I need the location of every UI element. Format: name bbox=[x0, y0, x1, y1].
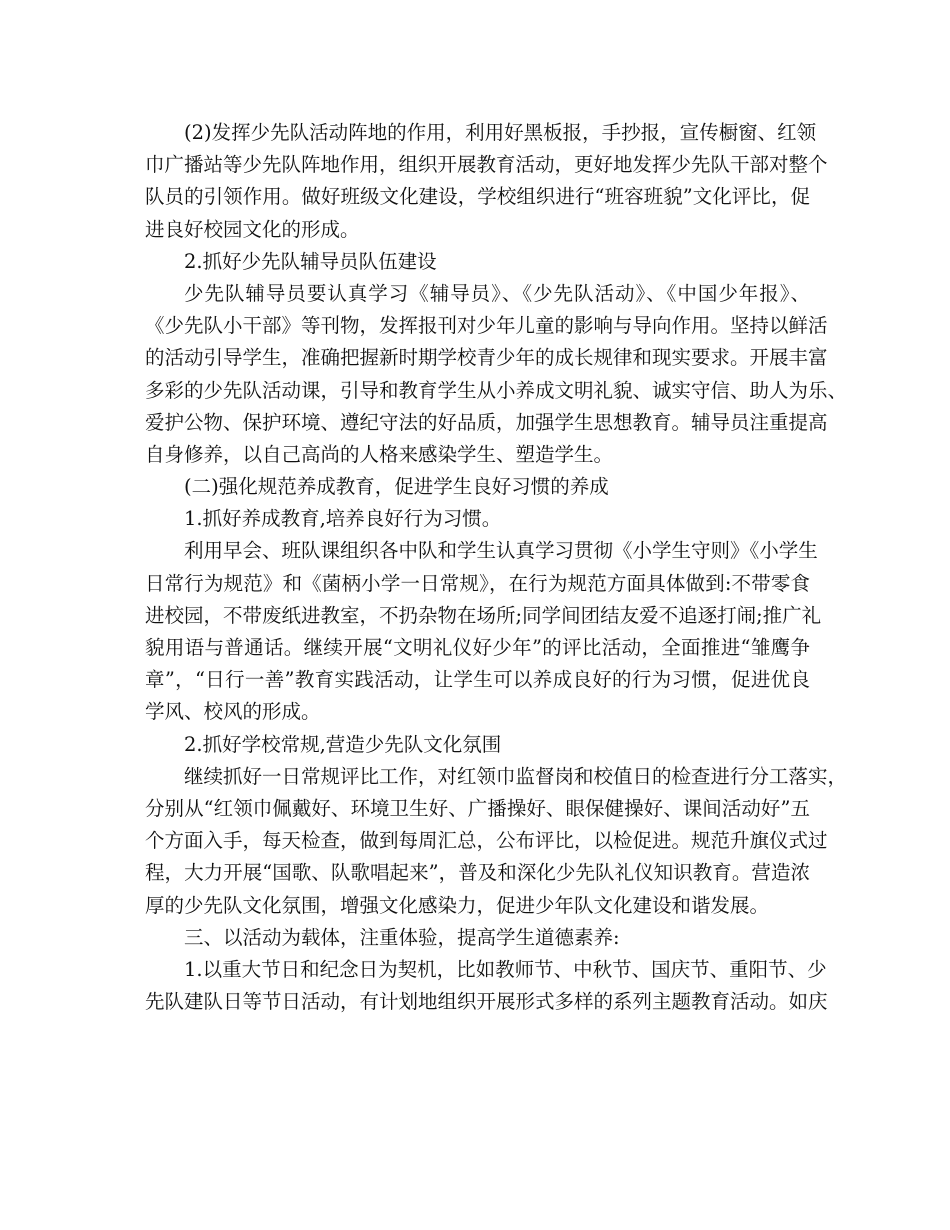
text-line: 巾广播站等少先队阵地作用，组织开展教育活动，更好地发挥少先队干部对整个 bbox=[145, 153, 828, 177]
text-line: 2.抓好少先队辅导员队伍建设 bbox=[184, 249, 437, 273]
text-line: 《少先队小干部》等刊物，发挥报刊对少年儿童的影响与导向作用。坚持以鲜活 bbox=[145, 314, 828, 338]
text-line: 分别从“红领巾佩戴好、环境卫生好、广播操好、眼保健操好、课间活动好”五 bbox=[145, 796, 810, 820]
text-line: 1.抓好养成教育,培养良好行为习惯。 bbox=[184, 507, 502, 531]
text-line: 学风、校风的形成。 bbox=[145, 700, 321, 724]
text-line: 自身修养，以自己高尚的人格来感染学生、塑造学生。 bbox=[145, 442, 614, 466]
text-line: 进良好校园文化的形成。 bbox=[145, 217, 360, 241]
text-line: 2.抓好学校常规,营造少先队文化氛围 bbox=[184, 732, 502, 756]
text-line: 继续抓好一日常规评比工作，对红领巾监督岗和校值日的检查进行分工落实， bbox=[184, 764, 848, 788]
text-line: 日常行为规范》和《菌柄小学一日常规》，在行为规范方面具体做到:不带零食 bbox=[145, 571, 810, 595]
text-line: 三、以活动为载体，注重体验，提高学生道德素养: bbox=[184, 925, 620, 949]
text-line: 爱护公物、保护环境、遵纪守法的好品质，加强学生思想教育。辅导员注重提高 bbox=[145, 410, 828, 434]
text-line: 貌用语与普通话。继续开展“文明礼仪好少年”的评比活动，全面推进“雏鹰争 bbox=[145, 636, 810, 659]
text-line: 先队建队日等节日活动，有计划地组织开展形式多样的系列主题教育活动。如庆 bbox=[145, 990, 828, 1014]
text-line: 个方面入手，每天检查，做到每周汇总，公布评比，以检促进。规范升旗仪式过 bbox=[145, 829, 828, 853]
text-line: (二)强化规范养成教育，促进学生良好习惯的养成 bbox=[184, 475, 609, 499]
text-line: 队员的引领作用。做好班级文化建设，学校组织进行“班容班貌”文化评比，促 bbox=[145, 185, 810, 209]
text-line: 利用早会、班队课组织各中队和学生认真学习贯彻《小学生守则》《小学生 bbox=[184, 539, 818, 563]
text-line: 章”，“日行一善”教育实践活动，让学生可以养成良好的行为习惯，促进优良 bbox=[145, 668, 810, 692]
text-line: 1.以重大节日和纪念日为契机，比如教师节、中秋节、国庆节、重阳节、少 bbox=[184, 957, 827, 981]
text-line: 多彩的少先队活动课，引导和教育学生从小养成文明礼貌、诚实守信、助人为乐、 bbox=[145, 378, 848, 402]
text-line: 少先队辅导员要认真学习《辅导员》、《少先队活动》、《中国少年报》、 bbox=[184, 281, 810, 305]
text-line: 的活动引导学生，准确把握新时期学校青少年的成长规律和现实要求。开展丰富 bbox=[145, 346, 828, 370]
text-line: 进校园，不带废纸进教室，不扔杂物在场所;同学间团结友爱不追逐打闹;推广礼 bbox=[145, 603, 822, 627]
text-line: 厚的少先队文化氛围，增强文化感染力，促进少年队文化建设和谐发展。 bbox=[145, 893, 770, 917]
text-line: (2)发挥少先队活动阵地的作用，利用好黑板报，手抄报，宣传橱窗、红领 bbox=[184, 121, 817, 144]
document-page bbox=[145, 117, 848, 1018]
text-line: 程，大力开展“国歌、队歌唱起来”，普及和深化少先队礼仪知识教育。营造浓 bbox=[145, 861, 810, 885]
